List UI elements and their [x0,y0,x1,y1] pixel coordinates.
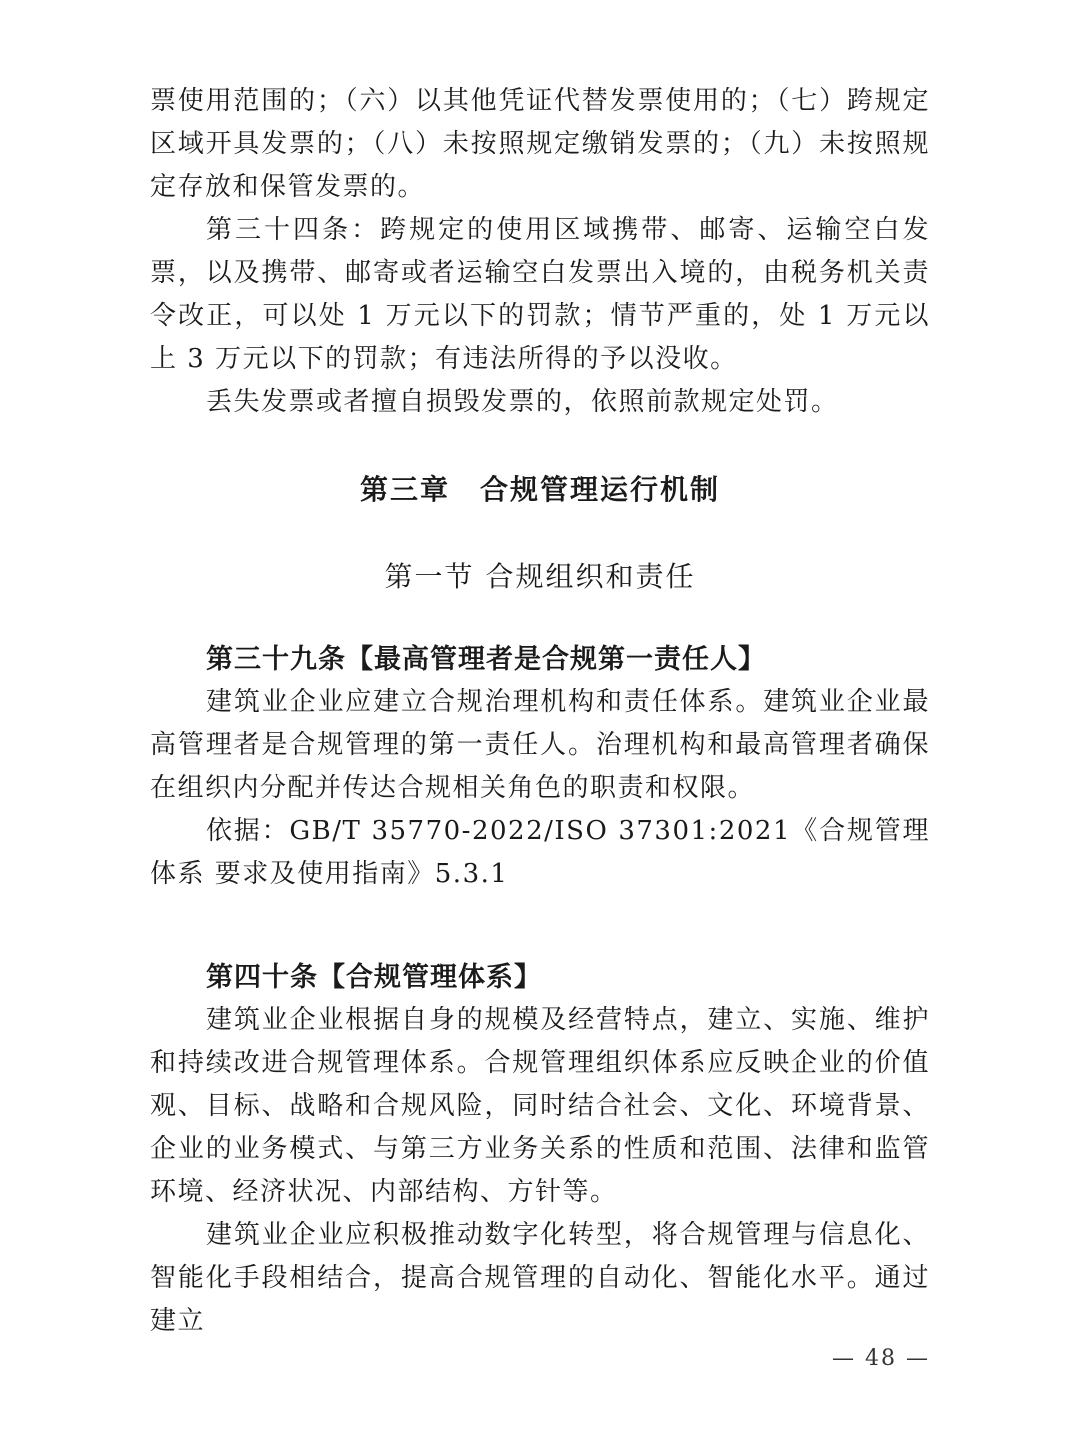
article-40-heading: 第四十条【合规管理体系】 [206,962,542,993]
paragraph-article-34-penalty: 丢失发票或者擅自损毁发票的，依照前款规定处罚。 [206,387,839,417]
paragraph-continuation: 票使用范围的；（六）以其他凭证代替发票使用的；（七）跨规定区域开具发票的；（八）未按照规定缴销发票的；（九）未按照规定存放和保管发票的。 [150,86,930,202]
article-40-body-2: 建筑业企业应积极推动数字化转型，将合规管理与信息化、智能化手段相结合，提高合规管理的自动化、智能化水平。通过建立 [150,1220,930,1336]
page-number: — 48 — [832,1346,930,1371]
article-40-body-1: 建筑业企业根据自身的规模及经营特点，建立、实施、维护和持续改进合规管理体系。合规管理组织体系应反映企业的价值观、目标、战略和合规风险，同时结合社会、文化、环境背景、企业的业务模式、与第三方业务关系的性质和范围、法律和监管环境、经济状况、内部结构、方针等。 [150,1005,930,1207]
article-39-body: 建筑业企业应建立合规治理机构和责任体系。建筑业企业最高管理者是合规管理的第一责任人。治理机构和最高管理者确保在组织内分配并传达合规相关角色的职责和权限。 [150,687,930,803]
section-title: 第一节 合规组织和责任 [384,560,696,593]
page-content [150,80,930,1343]
chapter-title: 第三章 合规管理运行机制 [359,473,720,506]
article-39-basis: 依据：GB/T 35770-2022/ISO 37301:2021《合规管理体系 要求及使用指南》5.3.1 [150,816,930,889]
paragraph-article-34: 第三十四条：跨规定的使用区域携带、邮寄、运输空白发票，以及携带、邮寄或者运输空白发票出入境的，由税务机关责令改正，可以处 1 万元以下的罚款；情节严重的，处 1 万元以上 3 万元以下的罚款；有违法所得的予以没收。 [150,215,930,374]
article-39-heading: 第三十九条【最高管理者是合规第一责任人】 [206,644,766,675]
